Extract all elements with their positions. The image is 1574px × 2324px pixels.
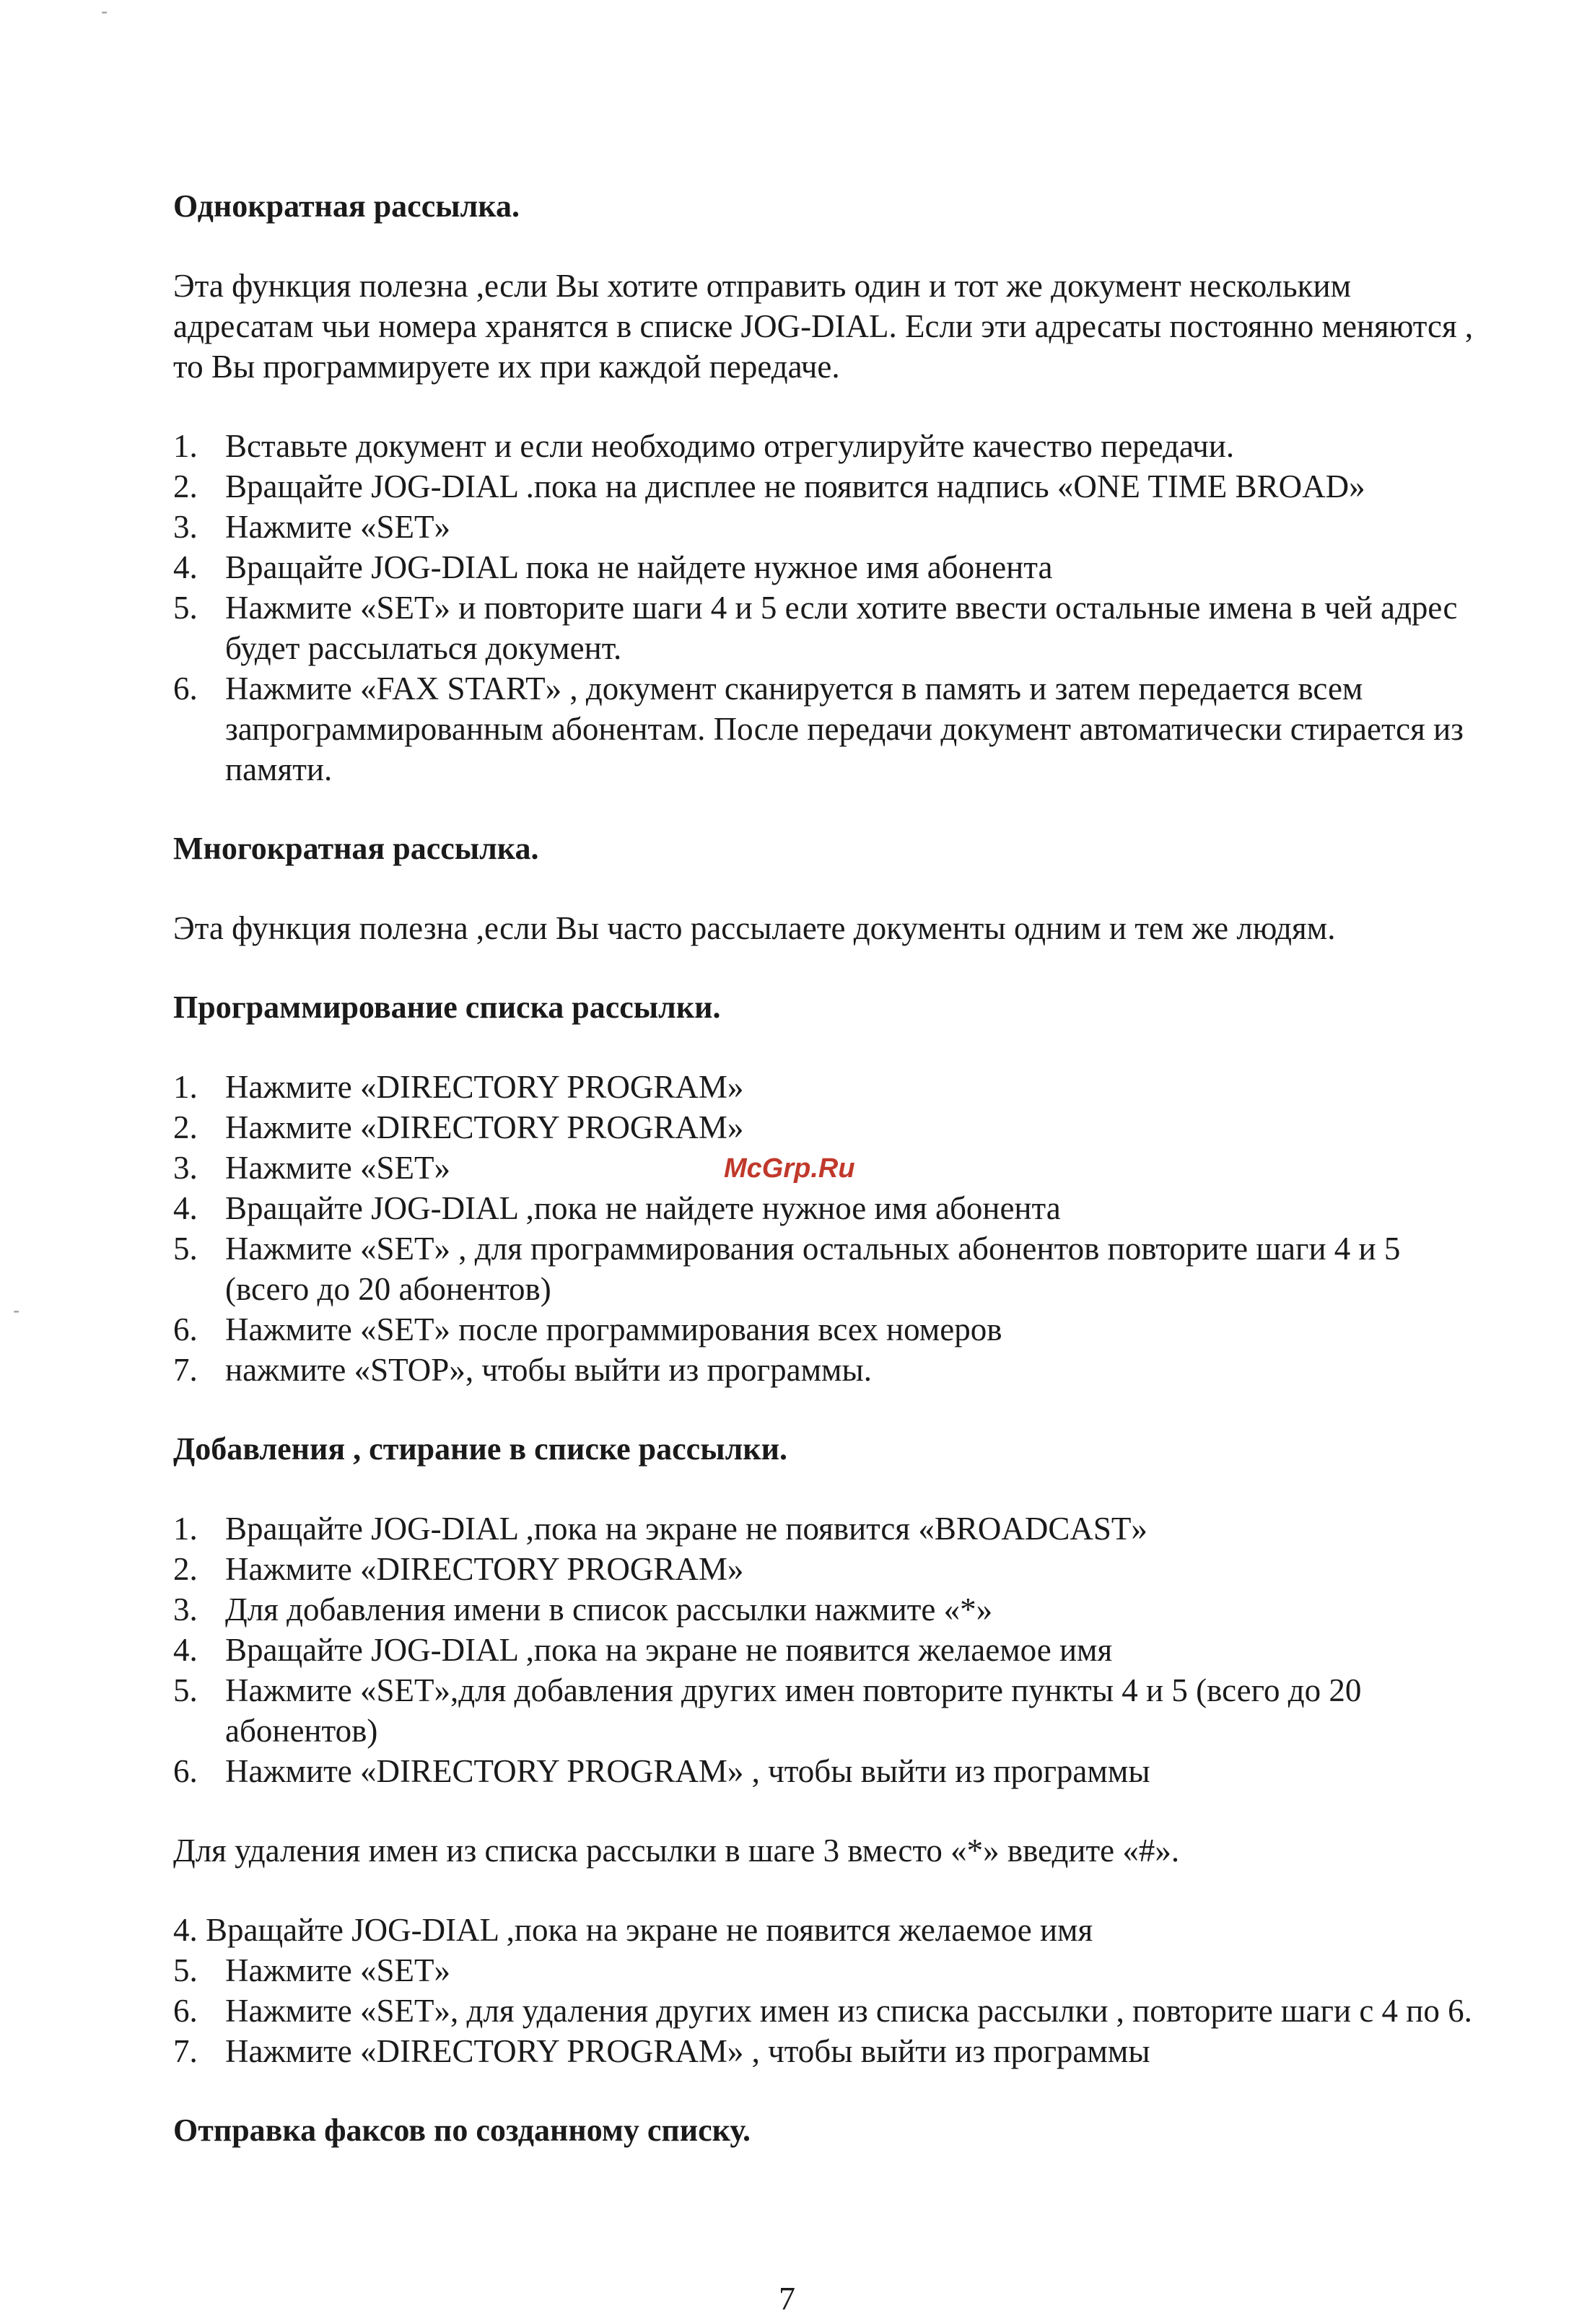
steps-programming-list: [173, 1067, 1479, 1390]
section-paragraph-single-broadcast: Эта функция полезна ,если Вы хотите отправить один и тот же документ нескольким адресатам чьи номера хранятся в списке JOG-DIAL. Если эти адресаты постоянно меняются , то Вы программируете их при каждой передаче.: [173, 268, 1474, 385]
section-heading-single-broadcast: Однократная рассылка.: [173, 188, 520, 224]
list-item: 5. Нажмите «SET»,для добавления других имен повторите пункты 4 и 5 (всего до 20 абонентов): [173, 1672, 1362, 1749]
list-item: 6. Нажмите «SET», для удаления других имен из списка рассылки , повторите шаги с 4 по 6.: [173, 1993, 1472, 2029]
list-item: 5. Нажмите «SET» , для программирования остальных абонентов повторите шаги 4 и 5 (всего до 20 абонентов): [173, 1231, 1401, 1307]
list-item: 7. нажмите «STOP», чтобы выйти из программы.: [173, 1352, 873, 1388]
scan-mark-top: -: [101, 0, 108, 22]
section-heading-multiple-broadcast: Многократная рассылка.: [173, 831, 539, 866]
list-item: 1. Нажмите «DIRECTORY PROGRAM»: [173, 1069, 744, 1105]
steps-add-delete: [173, 1508, 1479, 1791]
watermark: McGrp.Ru: [724, 1153, 855, 1184]
steps-delete: [173, 1910, 1479, 2071]
list-item: 2. Нажмите «DIRECTORY PROGRAM»: [173, 1109, 744, 1145]
scan-mark-left: -: [13, 1299, 20, 1322]
list-item: 2. Вращайте JOG-DIAL .пока на дисплее не появится надпись «ONE TIME BROAD»: [173, 468, 1365, 504]
steps-single-broadcast: [173, 426, 1479, 790]
section-paragraph-multiple-broadcast: Эта функция полезна ,если Вы часто рассылаете документы одним и тем же людям.: [173, 910, 1336, 946]
document-page: [173, 186, 1479, 2190]
list-item: 4. Вращайте JOG-DIAL ,пока на экране не появится желаемое имя: [173, 1632, 1113, 1668]
list-item: 1. Вращайте JOG-DIAL ,пока на экране не появится «BROADCAST»: [173, 1511, 1147, 1547]
list-item: 4. Вращайте JOG-DIAL ,пока на экране не появится желаемое имя: [173, 1912, 1093, 1948]
list-item: 7. Нажмите «DIRECTORY PROGRAM» , чтобы выйти из программы: [173, 2033, 1150, 2069]
list-item: 3. Для добавления имени в список рассылки нажмите «*»: [173, 1591, 993, 1628]
page-number: 7: [779, 2280, 795, 2317]
list-item: 4. Вращайте JOG-DIAL ,пока не найдете нужное имя абонента: [173, 1190, 1061, 1226]
list-item: 6. Нажмите «FAX START» , документ сканируется в память и затем передается всем запрограммированным абонентам. После передачи документ автоматически стирается из памяти.: [173, 670, 1464, 787]
list-item: 3. Нажмите «SET»: [173, 509, 451, 545]
section-heading-add-delete: Добавления , стирание в списке рассылки.: [173, 1431, 787, 1467]
delete-instructions-paragraph: Для удаления имен из списка рассылки в шаге 3 вместо «*» введите «#».: [173, 1832, 1180, 1869]
list-item: 5. Нажмите «SET» и повторите шаги 4 и 5 если хотите ввести остальные имена в чей адрес будет рассылаться документ.: [173, 590, 1458, 666]
list-item: 6. Нажмите «DIRECTORY PROGRAM» , чтобы выйти из программы: [173, 1753, 1150, 1789]
list-item: 5. Нажмите «SET»: [173, 1952, 451, 1988]
section-heading-send-list: Отправка факсов по созданному списку.: [173, 2113, 751, 2148]
list-item: 3. Нажмите «SET»: [173, 1150, 451, 1186]
list-item: 6. Нажмите «SET» после программирования всех номеров: [173, 1311, 1002, 1347]
section-heading-programming-list: Программирование списка рассылки.: [173, 990, 721, 1025]
list-item: 1. Вставьте документ и если необходимо отрегулируйте качество передачи.: [173, 428, 1235, 464]
list-item: 4. Вращайте JOG-DIAL пока не найдете нужное имя абонента: [173, 549, 1053, 585]
list-item: 2. Нажмите «DIRECTORY PROGRAM»: [173, 1551, 744, 1587]
